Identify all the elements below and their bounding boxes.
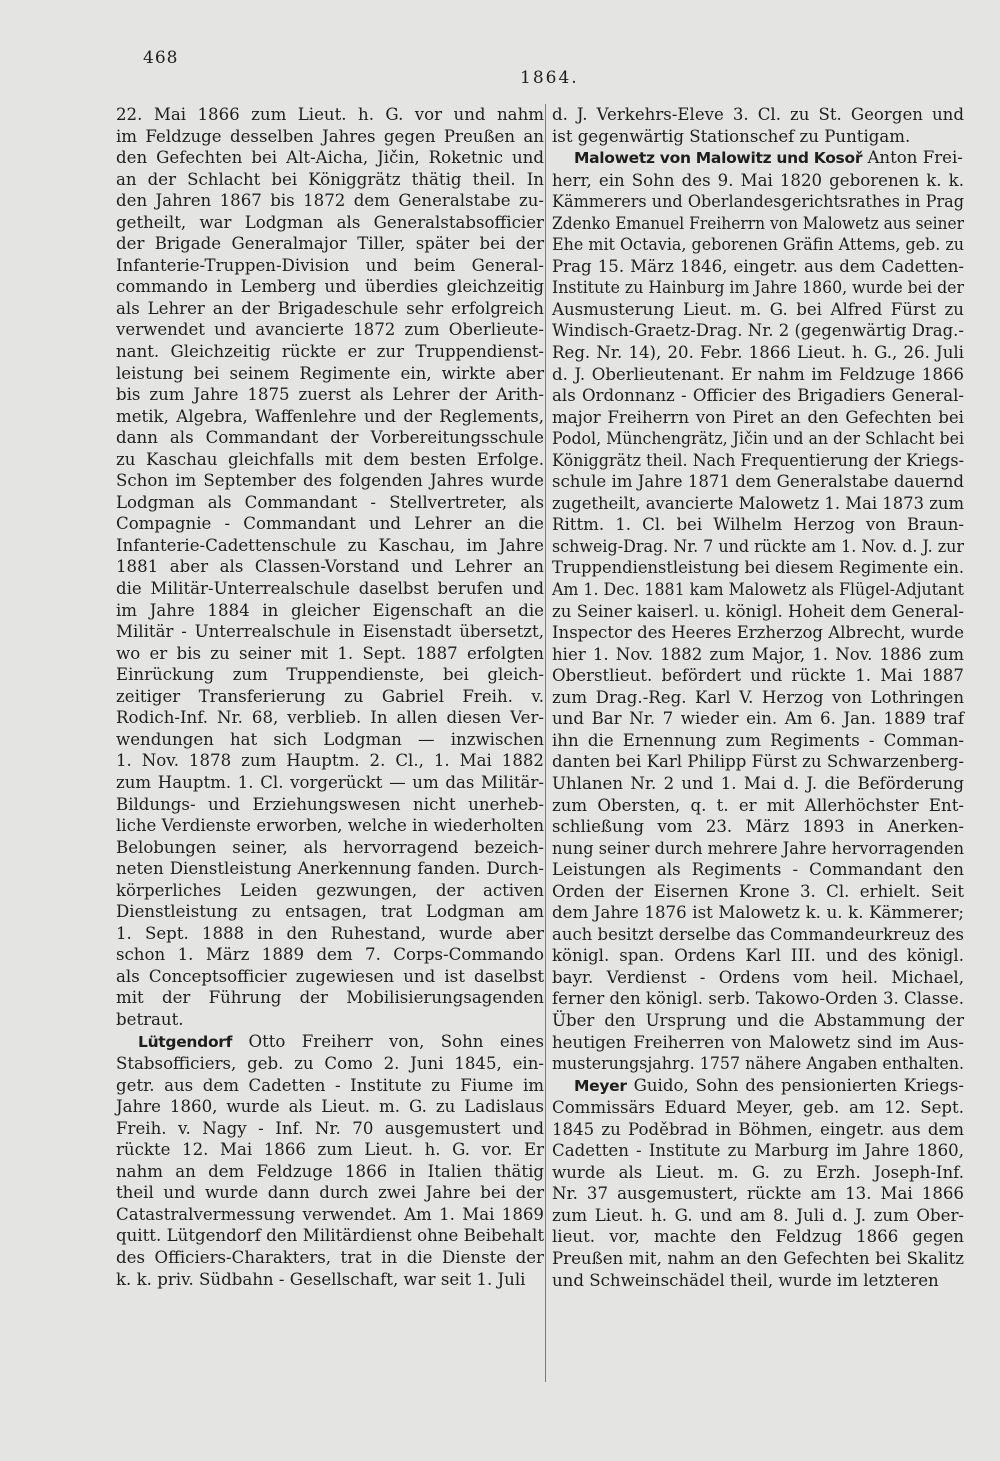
line-text: und Schweinschädel theil, wurde im letzteren — [552, 1270, 939, 1290]
line-text: mit der Führung der Mobilisierungsagenden — [116, 988, 544, 1008]
line-text: Uhlanen Nr. 2 und 1. Mai d. J. die Beförderung — [552, 773, 964, 793]
text-line — [552, 1248, 964, 1270]
text-line — [116, 707, 544, 729]
text-line — [116, 1269, 544, 1291]
line-text: heutigen Freiherren von Malowetz sind im Aus- — [552, 1032, 964, 1052]
text-line — [552, 407, 964, 429]
line-text: Infanterie-Cadettenschule zu Kaschau, im Jahre — [116, 535, 544, 555]
line-text: Windisch-Graetz-Drag. Nr. 2 (gegenwärtig Drag.- — [552, 321, 964, 341]
text-line — [552, 708, 964, 730]
line-text: wo er bis zu seiner mit 1. Sept. 1887 erfolgten — [116, 643, 544, 663]
line-text: lieut. vor, machte den Feldzug 1866 gegen — [552, 1227, 964, 1247]
line-text: Einrückung zum Truppendienste, bei gleich- — [116, 665, 544, 685]
text-line — [116, 513, 544, 535]
text-line — [116, 664, 544, 686]
text-line — [552, 859, 964, 881]
line-text: schweig-Drag. Nr. 7 und rückte am 1. Nov. d. J. zur — [552, 536, 964, 556]
line-text: bis zum Jahre 1875 zuerst als Lehrer der Arith- — [116, 385, 544, 405]
line-text: Schon im September des folgenden Jahres wurde — [116, 471, 544, 491]
line-text: Rodich-Inf. Nr. 68, verblieb. In allen diesen Ver- — [116, 708, 544, 728]
text-line — [552, 1140, 964, 1162]
line-text: Freih. v. Nagy - Inf. Nr. 70 ausgemustert und — [116, 1118, 544, 1138]
line-text: zeitiger Transferierung zu Gabriel Freih. v. — [116, 686, 544, 706]
line-text: getr. aus dem Cadetten - Institute zu Fiume im — [116, 1075, 544, 1095]
line-text: nant. Gleichzeitig rückte er zur Truppendienst- — [116, 342, 544, 362]
line-text: Leistungen als Regiments - Commandant den — [552, 860, 964, 880]
line-text: ist gegenwärtig Stationschef zu Puntigam. — [552, 126, 911, 146]
line-text: Oberstlieut. befördert und rückte 1. Mai 1887 — [552, 666, 964, 686]
text-line — [116, 987, 544, 1009]
text-line — [116, 384, 544, 406]
line-text: nung seiner durch mehrere Jahre hervorragenden — [552, 838, 964, 858]
line-text: zu Seiner kaiserl. u. königl. Hoheit dem General- — [552, 601, 964, 621]
text-line — [116, 1096, 544, 1118]
text-line — [116, 794, 544, 816]
line-text: 1881 aber als Classen-Vorstand und Lehrer an — [116, 557, 544, 577]
line-text: Lodgman als Commandant - Stellvertreter, als — [116, 492, 544, 512]
left-text-column — [116, 104, 544, 1290]
text-line — [552, 299, 964, 321]
text-line — [552, 450, 964, 472]
line-text: betraut. — [116, 1009, 184, 1029]
line-text: 1. Nov. 1878 zum Hauptm. 2. Cl., 1. Mai 1882 — [116, 751, 544, 771]
line-text: 1845 zu Poděbrad in Böhmen, eingetr. aus dem — [552, 1119, 964, 1139]
line-text: als Ordonnanz - Officier des Brigadiers General- — [552, 386, 964, 406]
line-text: schule im Jahre 1871 dem Generalstabe dauernd — [552, 472, 964, 492]
line-text: 1. Sept. 1888 in den Ruhestand, wurde aber — [116, 923, 544, 943]
line-text: im Feldzuge desselben Jahres gegen Preußen an — [116, 126, 544, 146]
line-text: dann als Commandant der Vorbereitungsschule — [116, 428, 544, 448]
text-line — [116, 578, 544, 600]
text-line — [552, 1205, 964, 1227]
line-text: Commissärs Eduard Meyer, geb. am 12. Sept. — [552, 1098, 964, 1118]
line-text: zum Obersten, q. t. er mit Allerhöchster Ent- — [552, 795, 964, 815]
line-text: Cadetten - Institute zu Marburg im Jahre 1860, — [552, 1141, 964, 1161]
text-line — [116, 880, 544, 902]
text-line — [116, 190, 544, 212]
line-text: Königgrätz theil. Nach Frequentierung der Kriegs- — [552, 450, 964, 470]
text-line — [552, 1183, 964, 1205]
line-text: wendungen hat sich Lodgman — inzwischen — [116, 729, 544, 749]
text-line — [116, 233, 544, 255]
text-line — [116, 901, 544, 923]
line-text: Infanterie-Truppen-Division und beim General- — [116, 255, 544, 275]
text-line — [116, 600, 544, 622]
text-line — [552, 170, 964, 192]
text-line — [116, 492, 544, 514]
line-text: Über den Ursprung und die Abstammung der — [552, 1010, 964, 1030]
line-text: Nr. 37 ausgemustert, rückte am 13. Mai 1866 — [552, 1184, 964, 1204]
text-line — [116, 104, 544, 126]
text-line — [552, 428, 964, 450]
text-line — [552, 579, 964, 601]
text-line — [552, 277, 964, 299]
text-line — [552, 1162, 964, 1184]
text-line — [552, 644, 964, 666]
line-text: leistung bei seinem Regimente ein, wirkte aber — [116, 363, 544, 383]
text-line — [552, 773, 964, 795]
page-number: 468 — [143, 48, 179, 68]
text-line — [116, 449, 544, 471]
text-line — [116, 729, 544, 751]
line-text: Zdenko Emanuel Freiherrn von Malowetz aus seiner — [552, 213, 964, 233]
text-line — [552, 493, 964, 515]
text-line — [552, 816, 964, 838]
text-line — [552, 342, 964, 364]
line-text: als Lehrer an der Brigadeschule sehr erfolgreich — [116, 298, 544, 318]
line-text: theil und wurde dann durch zwei Jahre bei der — [116, 1183, 544, 1203]
line-text: quitt. Lütgendorf den Militärdienst ohne Beibehalt — [116, 1226, 544, 1246]
right-text-column — [552, 104, 964, 1291]
text-line — [116, 276, 544, 298]
line-text: verwendet und avancierte 1872 zum Oberlieute- — [116, 320, 544, 340]
line-text: Ausmusterung Lieut. m. G. bei Alfred Fürst zu — [552, 299, 964, 319]
text-line — [552, 1097, 964, 1119]
text-line — [116, 1139, 544, 1161]
line-text: ferner den königl. serb. Takowo-Orden 3. Classe. — [552, 989, 964, 1009]
text-line — [116, 858, 544, 880]
line-text: metik, Algebra, Waffenlehre und der Reglements, — [116, 406, 544, 426]
text-line — [552, 1119, 964, 1141]
line-text: Compagnie - Commandant und Lehrer an die — [116, 514, 544, 534]
text-line — [552, 1053, 964, 1075]
text-line — [116, 255, 544, 277]
column-divider — [545, 104, 546, 1382]
line-text: Dienstleistung zu entsagen, trat Lodgman am — [116, 902, 544, 922]
text-line — [552, 364, 964, 386]
text-line — [116, 363, 544, 385]
line-text: Catastralvermessung verwendet. Am 1. Mai 1869 — [116, 1204, 544, 1224]
line-text: des Officiers-Charakters, trat in die Dienste der — [116, 1247, 544, 1267]
line-text: rückte 12. Mai 1866 zum Lieut. h. G. vor. Er — [116, 1140, 544, 1160]
line-text: den Jahren 1867 bis 1872 dem Generalstabe zu- — [116, 191, 544, 211]
line-text: Ehe mit Octavia, geborenen Gräfin Attems, geb. zu — [552, 235, 964, 255]
line-text: k. k. priv. Südbahn - Gesellschaft, war seit 1. Juli — [116, 1269, 526, 1289]
text-line — [552, 838, 964, 860]
line-text: Rittm. 1. Cl. bei Wilhelm Herzog von Braun- — [552, 515, 964, 535]
line-text: zum Hauptm. 1. Cl. vorgerückt — um das Militär- — [116, 772, 544, 792]
text-line — [116, 1009, 544, 1031]
line-text: Bildungs- und Erziehungswesen nicht unerheb- — [116, 794, 544, 814]
line-text: Jahre 1860, wurde als Lieut. m. G. zu Ladislaus — [116, 1097, 544, 1117]
line-text: Institute zu Hainburg im Jahre 1860, wurde bei der — [552, 278, 964, 298]
line-text: schließung vom 23. März 1893 in Anerken- — [552, 817, 964, 837]
text-line — [552, 945, 964, 967]
line-text: und Bar Nr. 7 wieder ein. Am 6. Jan. 1889 traf — [552, 709, 964, 729]
text-line — [552, 191, 964, 213]
running-head-year: 1864. — [520, 68, 579, 88]
line-text: Guido, Sohn des pensionierten Kriegs- — [626, 1075, 964, 1095]
text-line — [116, 772, 544, 794]
line-text: getheilt, war Lodgman als Generalstabsofficier — [116, 212, 544, 232]
line-text: herr, ein Sohn des 9. Mai 1820 geborenen k. k. — [552, 170, 964, 190]
text-line — [552, 234, 964, 256]
line-text: danten bei Karl Philipp Fürst zu Schwarzenberg- — [552, 752, 964, 772]
line-text: den Gefechten bei Alt-Aicha, Jičin, Roketnic und — [116, 148, 544, 168]
line-text: commando in Lemberg und überdies gleichzeitig — [116, 277, 544, 297]
text-line — [116, 621, 544, 643]
text-line — [552, 1032, 964, 1054]
line-text: zum Lieut. h. G. und am 8. Juli d. J. zum Ober- — [552, 1205, 964, 1225]
line-text: Truppendienstleistung bei diesem Regimente ein. — [552, 558, 964, 578]
line-text: zugetheilt, avancierte Malowetz 1. Mai 1873 zum — [552, 493, 964, 513]
text-line — [116, 535, 544, 557]
line-text: an der Schlacht bei Königgrätz thätig theil. In — [116, 169, 544, 189]
line-text: Belobungen seiner, als hervorragend bezeich- — [116, 837, 544, 857]
text-line — [116, 686, 544, 708]
text-line — [116, 1225, 544, 1247]
text-line — [116, 556, 544, 578]
line-text: nahm an dem Feldzuge 1866 in Italien thätig — [116, 1161, 544, 1181]
text-line — [116, 470, 544, 492]
text-line — [552, 385, 964, 407]
line-text: Prag 15. März 1846, eingetr. aus dem Cadetten- — [552, 256, 964, 276]
entry-surname: Lütgendorf — [138, 1032, 233, 1051]
text-line — [552, 902, 964, 924]
text-line — [552, 1270, 964, 1292]
line-text: Otto Freiherr von, Sohn eines — [232, 1031, 544, 1051]
line-text: körperliches Leiden gezwungen, der activen — [116, 880, 544, 900]
text-line — [552, 147, 964, 170]
line-text: liche Verdienste erworben, welche in wiederholten — [116, 816, 544, 836]
line-text: als Conceptsofficier zugewiesen und ist daselbst — [116, 966, 544, 986]
line-text: musterungsjahrg. 1757 nähere Angaben enthalten. — [552, 1054, 964, 1074]
line-text: ihn die Ernennung zum Regiments - Comman- — [552, 730, 964, 750]
text-line — [116, 1053, 544, 1075]
line-text: wurde als Lieut. m. G. zu Erzh. Joseph-Inf. — [552, 1162, 964, 1182]
text-line — [552, 104, 964, 126]
text-line — [116, 643, 544, 665]
text-line — [116, 406, 544, 428]
text-line — [552, 514, 964, 536]
text-line — [116, 944, 544, 966]
text-line — [552, 1226, 964, 1248]
line-text: zum Drag.-Reg. Karl V. Herzog von Lothringen — [552, 687, 964, 707]
text-line — [116, 1161, 544, 1183]
text-line — [552, 622, 963, 644]
text-line — [552, 687, 964, 709]
text-line — [552, 213, 964, 235]
text-line — [116, 147, 544, 169]
text-line — [116, 1204, 544, 1226]
text-line — [116, 1031, 544, 1054]
text-line — [552, 1075, 964, 1098]
line-text: Am 1. Dec. 1881 kam Malowetz als Flügel-Adjutant — [552, 580, 964, 600]
text-line — [116, 126, 544, 148]
line-text: Anton Frei- — [862, 148, 963, 168]
line-text: auch besitzt derselbe das Commandeurkreuz des — [552, 924, 964, 944]
line-text: neten Dienstleistung Anerkennung fanden. Durch- — [116, 859, 544, 879]
line-text: Podol, Münchengrätz, Jičin und an der Schlacht bei — [552, 429, 964, 449]
text-line — [552, 924, 964, 946]
text-line — [552, 795, 964, 817]
text-line — [552, 126, 964, 148]
text-line — [552, 557, 964, 579]
line-text: Reg. Nr. 14), 20. Febr. 1866 Lieut. h. G., 26. Juli — [552, 343, 964, 363]
text-line — [116, 750, 544, 772]
text-line — [116, 1247, 544, 1269]
text-line — [116, 1075, 544, 1097]
text-line — [116, 212, 544, 234]
text-line — [116, 1118, 544, 1140]
text-line — [116, 837, 544, 859]
text-line — [116, 169, 544, 191]
text-line — [116, 966, 544, 988]
line-text: d. J. Oberlieutenant. Er nahm im Feldzuge 1866 — [552, 364, 964, 384]
line-text: Kämmerers und Oberlandesgerichtsrathes in Prag — [552, 192, 964, 212]
line-text: bayr. Verdienst - Ordens vom heil. Michael, — [552, 967, 964, 987]
text-line — [116, 1182, 544, 1204]
text-line — [116, 923, 544, 945]
line-text: hier 1. Nov. 1882 zum Major, 1. Nov. 1886 zum — [552, 644, 964, 664]
line-text: major Freiherrn von Piret an den Gefechten bei — [552, 407, 964, 427]
text-line — [552, 988, 963, 1010]
line-text: dem Jahre 1876 ist Malowetz k. u. k. Kämmerer; — [552, 903, 964, 923]
line-text: Orden der Eisernen Krone 3. Cl. erhielt. Seit — [552, 881, 964, 901]
line-text: Preußen mit, nahm an den Gefechten bei Skalitz — [552, 1248, 964, 1268]
line-text: die Militär-Unterrealschule daselbst berufen und — [116, 579, 544, 599]
line-text: zu Kaschau gleichfalls mit dem besten Erfolge. — [116, 449, 544, 469]
text-line — [552, 967, 964, 989]
line-text: königl. span. Ordens Karl III. und des königl. — [552, 946, 964, 966]
text-line — [552, 320, 964, 342]
text-line — [116, 341, 544, 363]
text-line — [116, 427, 544, 449]
text-line — [116, 298, 544, 320]
line-text: Stabsofficiers, geb. zu Como 2. Juni 1845, ein- — [116, 1054, 544, 1074]
text-line — [552, 1010, 964, 1032]
text-line — [552, 730, 964, 752]
line-text: 22. Mai 1866 zum Lieut. h. G. vor und nahm — [116, 105, 544, 124]
text-line — [552, 601, 964, 623]
line-text: der Brigade Generalmajor Tiller, später bei der — [116, 234, 544, 254]
line-text: d. J. Verkehrs-Eleve 3. Cl. zu St. Georgen und — [552, 105, 964, 124]
text-line — [552, 536, 964, 558]
text-line — [552, 471, 963, 493]
line-text: Militär - Unterrealschule in Eisenstadt übersetzt, — [116, 622, 544, 642]
entry-surname: Malowetz von Malowitz und Kosoř — [574, 149, 863, 168]
text-line — [116, 815, 543, 837]
text-line — [552, 881, 964, 903]
text-line — [552, 751, 964, 773]
text-line — [116, 319, 544, 341]
entry-surname: Meyer — [574, 1076, 627, 1095]
line-text: im Jahre 1884 in gleicher Eigenschaft an die — [116, 600, 544, 620]
text-line — [552, 256, 964, 278]
text-line — [552, 665, 964, 687]
line-text: schon 1. März 1889 dem 7. Corps-Commando — [116, 945, 544, 965]
line-text: Inspector des Heeres Erzherzog Albrecht, wurde — [552, 623, 964, 643]
